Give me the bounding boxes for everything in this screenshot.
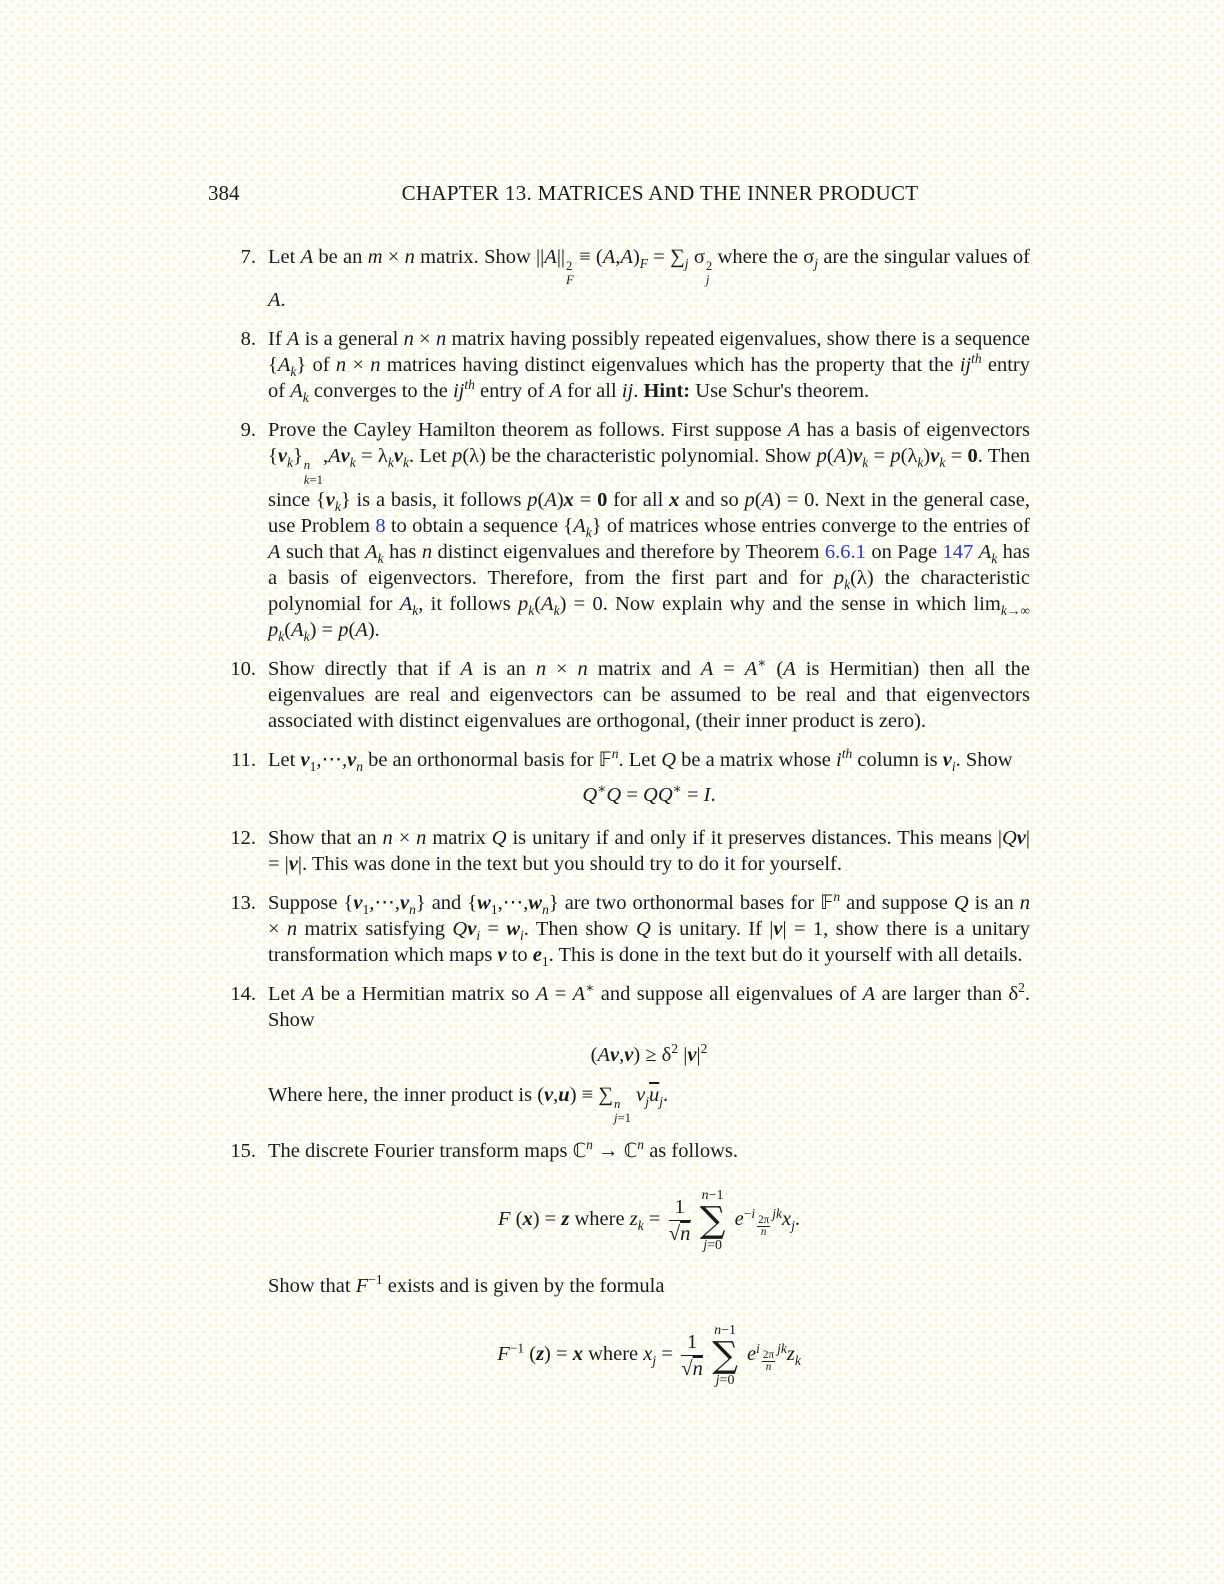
problem-number: 11. bbox=[231, 748, 256, 771]
exercise-list bbox=[206, 244, 1030, 1408]
problem-number: 13. bbox=[230, 891, 256, 914]
problem-number: 14. bbox=[230, 982, 256, 1005]
display-equation: Q∗Q = QQ∗ = I. bbox=[582, 781, 716, 806]
problem-text: Prove the Cayley Hamilton theorem as follows. First suppose A has a basis of eigenvectors $\{v_k\}$ n k=1 $,Av_k = \lambda_kv_k$. Let p(λ) be the characteristic polynomial. Show $p(A)v_k = p(\lambda_k)v_k = 0$. Then since $\{v_k\}$ is a basis, it follows p(A)x = 0 for all x and so p(A) = 0. Next in the general case, use Problem 8 to obtain a sequence $\{A_k\}$ of matrices whose entries converge to the entries of A such that $A_k$ has n distinct eigenvalues and therefore by Theorem 6.6.1 on Page 147 $A_k$ has a basis of eigenvectors. Therefore, from the first part and for $p_k(\lambda)$ the characteristic polynomial for $A_k$, it follows $p_k(A_k) = 0$. Now explain why and the sense in which $\lim_{k\to\infty} p_k(A_k) = p(A)$. bbox=[268, 419, 1031, 644]
cross-reference-link[interactable]: 8 bbox=[375, 514, 386, 537]
problem-text: Show that an n × n matrix Q is unitary if and only if it preserves distances. This means |Qv| = |v|. This was done in the text but you should try to do it for yourself. bbox=[268, 826, 1030, 875]
problem-number: 15. bbox=[230, 1140, 256, 1163]
problem-text: Let $v_1,\cdots,v_n$ be an orthonormal basis for 𝔽$^n$. Let Q be a matrix whose $i^{th}$ column is $v_i$. Show bbox=[268, 746, 1013, 774]
problem-body bbox=[268, 825, 1030, 877]
problem-text: Let A be an m × n matrix. Show ||A|| 2 F ≡ $(A,A)_F = \sum_j$ σ 2 j where the $\sigma_j$ are the singular values of A. bbox=[268, 246, 1031, 312]
cross-reference-link[interactable]: 6.6.1 bbox=[824, 540, 866, 563]
problem-number: 9. bbox=[240, 419, 256, 442]
problem-number: 10. bbox=[230, 657, 256, 680]
problem-body bbox=[268, 656, 1030, 734]
problem-body bbox=[268, 1138, 1030, 1408]
problem-8 bbox=[206, 326, 1030, 404]
problem-text: Show that $F^{-1}$ exists and is given by the formula bbox=[268, 1272, 665, 1298]
problem-text: Suppose $\{v_1,\cdots,v_n\}$ and $\{w_1,\cdots,w_n\}$ are two orthonormal bases for 𝔽$^n$ and suppose Q is an n × n matrix satisfying $Qv_i = w_i$. Then show Q is unitary. If |v| = 1, show there is a unitary transformation which maps v to $e_1$. This is done in the text but do it yourself with all details. bbox=[268, 889, 1030, 969]
problem-number: 7. bbox=[240, 246, 256, 268]
page-number: 384 bbox=[208, 181, 240, 205]
display-equation: $(Av,v) \ge \delta^2$ $|v|^2$ bbox=[590, 1041, 708, 1066]
problem-15 bbox=[206, 1138, 1030, 1408]
problem-body bbox=[268, 326, 1030, 404]
problem-11 bbox=[206, 747, 1030, 812]
page-content bbox=[206, 180, 1030, 1421]
problem-10 bbox=[206, 656, 1030, 734]
problem-14 bbox=[206, 981, 1030, 1125]
problem-body bbox=[268, 890, 1030, 968]
problem-text: The discrete Fourier transform maps ℂ$^n$ → ℂ$^n$ as follows. bbox=[268, 1137, 739, 1163]
display-equation: F (x) = z where $z_k$ = $\frac{1}{√n}$ n−1 ∑ j=0 $e^{-i \frac{2\pi}{n} jk}x_j$. bbox=[498, 1188, 800, 1253]
problem-7 bbox=[206, 244, 1030, 313]
problem-number: 8. bbox=[240, 328, 256, 351]
display-equation: $F^{-1}$ (z) = x where $x_j$ = $\frac{1}{√n}$ n−1 ∑ j=0 $e^{i \frac{2\pi}{n} jk}z_k$ bbox=[497, 1323, 801, 1388]
problem-body bbox=[268, 981, 1030, 1125]
problem-12 bbox=[206, 825, 1030, 877]
problem-number: 12. bbox=[230, 826, 256, 849]
cross-reference-link[interactable]: 147 bbox=[942, 540, 974, 563]
running-header bbox=[206, 180, 1030, 207]
chapter-title: CHAPTER 13. MATRICES AND THE INNER PRODUCT bbox=[401, 181, 919, 205]
problem-body bbox=[268, 417, 1030, 642]
problem-text: Show directly that if A is an n × n matrix and A = A∗ (A is Hermitian) then all the eigenvalues are real and eigenvectors can be assumed to be real and that eigenvectors associated with distinct eigenvalues are orthogonal, (their inner product is zero). bbox=[268, 655, 1030, 732]
problem-9 bbox=[206, 417, 1030, 642]
problem-text: Where here, the inner product is (v,u) ≡ ∑ n j=1 $v_j\overline{u}_j$. bbox=[268, 1083, 669, 1126]
problem-body bbox=[268, 747, 1030, 812]
problem-text: If A is a general n × n matrix having possibly repeated eigenvalues, show there is a sequence $\{A_k\}$ of n × n matrices having distinct eigenvalues which has the property that the $ij^{th}$ entry of $A_k$ converges to the $ij^{th}$ entry of A for all ij. Hint: Use Schur's theorem. bbox=[268, 328, 1031, 406]
problem-text: Let A be a Hermitian matrix so A = A∗ and suppose all eigenvalues of A are larger than $\delta^2$. Show bbox=[268, 980, 1030, 1031]
problem-13 bbox=[206, 890, 1030, 968]
problem-body bbox=[268, 244, 1030, 313]
